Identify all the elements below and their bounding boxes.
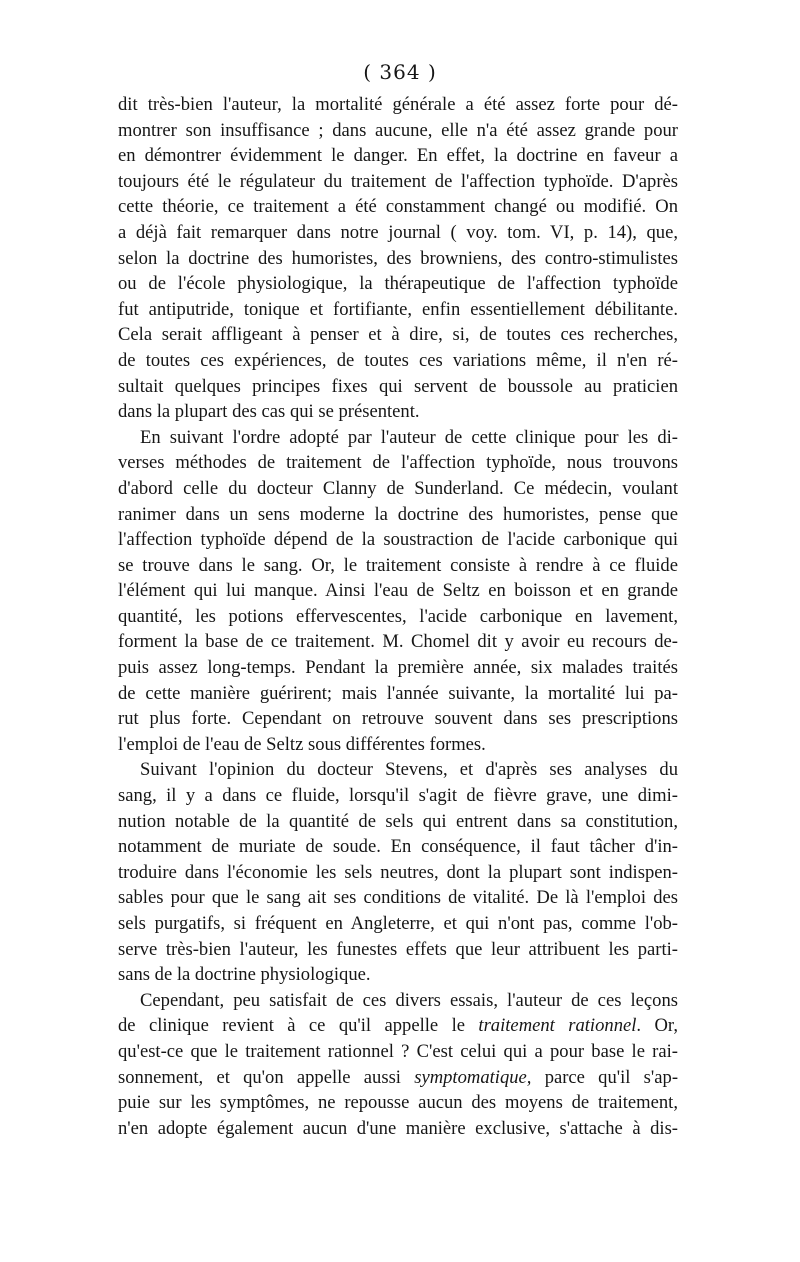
italic-term: symptomatique, (414, 1066, 532, 1088)
text-line: verses méthodes de traitement de l'affection typhoïde, nous trouvons (118, 452, 678, 474)
paragraph-2 (118, 425, 678, 758)
text-line: de clinique revient à ce qu'il appelle le traitement rationnel. Or, (118, 1015, 678, 1037)
text-line: ou de l'école physiologique, la thérapeutique de l'affection typhoïde (118, 273, 678, 295)
page-number: ( 364 ) (363, 60, 437, 84)
text-line: l'affection typhoïde dépend de la soustraction de l'acide carbonique qui (118, 529, 678, 551)
text-line: en démontrer évidemment le danger. En effet, la doctrine en faveur a (118, 145, 678, 167)
text-line: nution notable de la quantité de sels qui entrent dans sa constitution, (118, 810, 678, 832)
text-line: puie sur les symptômes, ne repousse aucun des moyens de traitement, (118, 1092, 678, 1114)
text-line: se trouve dans le sang. Or, le traitement consiste à rendre à ce fluide (118, 554, 678, 576)
text-line: l'emploi de l'eau de Seltz sous différentes formes. (118, 733, 486, 755)
text-line: rut plus forte. Cependant on retrouve souvent dans ses prescriptions (118, 708, 678, 730)
text-line: cette théorie, ce traitement a été constamment changé ou modifié. On (118, 196, 678, 218)
text-line: quantité, les potions effervescentes, l'acide carbonique en lavement, (118, 605, 678, 627)
text-line: Cependant, peu satisfait de ces divers essais, l'auteur de ces leçons (140, 989, 678, 1011)
text-line: sultait quelques principes fixes qui servent de boussole au praticien (118, 375, 678, 397)
text-line: sang, il y a dans ce fluide, lorsqu'il s'agit de fièvre grave, une dimi- (118, 785, 678, 807)
text-line: montrer son insuffisance ; dans aucune, elle n'a été assez grande pour (118, 119, 678, 141)
text-line: qu'est-ce que le traitement rationnel ? C'est celui qui a pour base le rai- (118, 1040, 678, 1062)
text-line: notamment de muriate de soude. En conséquence, il faut tâcher d'in- (118, 836, 678, 858)
text-line: de toutes ces expériences, de toutes ces variations même, il n'en ré- (118, 349, 678, 371)
text-line: sels purgatifs, si fréquent en Angleterre, et qui n'ont pas, comme l'ob- (118, 913, 678, 934)
paragraph-1 (118, 92, 678, 425)
text-line: n'en adopte également aucun d'une manière exclusive, s'attache à dis- (118, 1117, 678, 1139)
text-line: dit très-bien l'auteur, la mortalité générale a été assez forte pour dé- (118, 94, 678, 115)
text-line: forment la base de ce traitement. M. Chomel dit y avoir eu recours de- (118, 631, 678, 653)
paragraph-3 (118, 757, 678, 987)
text-line: serve très-bien l'auteur, les funestes effets que leur attribuent les parti- (118, 938, 678, 960)
text-line: dans la plupart des cas qui se présentent. (118, 401, 420, 423)
text-line: toujours été le régulateur du traitement de l'affection typhoïde. D'après (118, 170, 678, 192)
text-line: sables pour que le sang ait ses conditions de vitalité. De là l'emploi des (118, 887, 678, 909)
text-line: l'élément qui lui manque. Ainsi l'eau de Seltz en boisson et en grande (118, 580, 678, 602)
text-line: ranimer dans un sens moderne la doctrine des humoristes, pense que (118, 503, 678, 525)
text-line: En suivant l'ordre adopté par l'auteur de cette clinique pour les di- (140, 426, 678, 448)
text-line: de cette manière guérirent; mais l'année suivante, la mortalité lui pa- (118, 682, 678, 704)
paragraph-4 (118, 988, 678, 1142)
body-text (118, 92, 678, 1141)
text-line: sans de la doctrine physiologique. (118, 964, 371, 986)
text-line: selon la doctrine des humoristes, des browniens, des contro-stimulistes (118, 247, 678, 269)
text-line: d'abord celle du docteur Clanny de Sunderland. Ce médecin, voulant (118, 477, 678, 499)
text-line: troduire dans l'économie les sels neutres, dont la plupart sont indispen- (118, 861, 678, 883)
text-line: fut antiputride, tonique et fortifiante, enfin essentiellement débilitante. (118, 298, 678, 320)
text-line: sonnement, et qu'on appelle aussi symptomatique, parce qu'il s'ap- (118, 1066, 679, 1088)
italic-term: traitement rationnel (478, 1015, 637, 1037)
text-line: puis assez long-temps. Pendant la première année, six malades traités (118, 657, 678, 679)
text-line: Suivant l'opinion du docteur Stevens, et d'après ses analyses du (140, 759, 678, 781)
text-line: Cela serait affligeant à penser et à dire, si, de toutes ces recherches, (118, 324, 678, 346)
text-line: a déjà fait remarquer dans notre journal ( voy. tom. VI, p. 14), que, (118, 221, 678, 243)
